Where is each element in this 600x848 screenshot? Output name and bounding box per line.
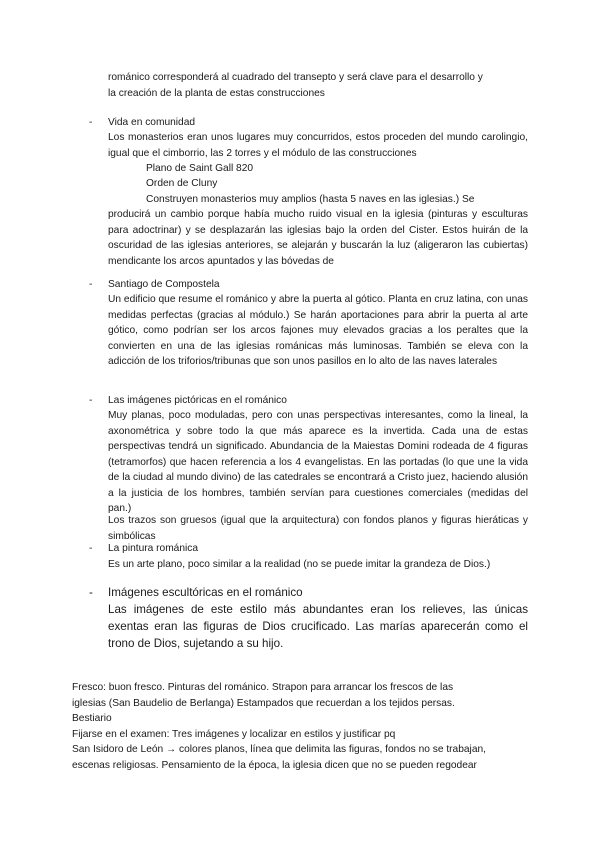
section-vida-paragraph: producirá un cambio porque había mucho ruido visual en la iglesia (pinturas y esculturas para adoctrinar) y se desplazarán las iglesias bajo la orden del Cister. Estos huirán de la oscuridad de las iglesias anteriores, se alejarán y buscarán la luz (aligeraron las cubiertas) mendicante los arcos apuntados y las bóvedas de [108,209,528,267]
notes-line: Fijarse en el examen: Tres imágenes y localizar en estilos y justificar pq [72,728,396,740]
section-vida-paragraph: Construyen monasterios muy amplios (hasta 5 naves en las iglesias.) Se [146,194,475,205]
section-imagenes-paragraph: Muy planas, poco moduladas, pero con unas perspectivas interesantes, como la lineal, la axonométrica y sobre todo la que más aparece es la invertida. Cada una de estas perspectivas tendrá un significado. Abundancia de la Maiestas Domini rodeada de 4 figuras (tetramorfos) que hacen referencia a los 4 evangelistas. En las portadas (lo que une la vida de la ciudad al mundo divino) de las catedrales se encontrará a Cristo juez, haciendo alusión a la justicia de los hombres, también servían para cuestiones comerciales (medidas del pan.) [108,410,528,514]
bullet-marker: - [89,543,93,554]
section-vida-heading: Vida en comunidad [108,117,196,128]
bullet-marker: - [89,117,93,128]
intro-line: la creación de la planta de estas construcciones [108,87,325,99]
bullet-marker: - [89,586,93,599]
notes-block [72,680,542,773]
notes-line: Bestiario [72,713,112,724]
section-escultoricas-paragraph: Las imágenes de este estilo más abundantes eran los relieves, las únicas exentas eran las figuras de Dios crucificado. Las marías aparecerán como el trono de Dios, sujetando a su hijo. [108,603,528,650]
bullet-marker: - [89,279,93,290]
notes-line: San Isidoro de León → colores planos, línea que delimita las figuras, fondos no se trabajan, [72,744,486,755]
section-vida-subitem: Plano de Saint Gall 820 [146,163,254,174]
section-imagenes-heading: Las imágenes pictóricas en el románico [108,395,287,406]
section-imagenes-paragraph: Los trazos son gruesos (igual que la arquitectura) con fondos planos y figuras hieráticas y simbólicas [108,515,528,542]
notes-line: escenas religiosas. Pensamiento de la época, la iglesia dicen que no se pueden regodear [72,759,477,771]
bullet-marker: - [89,395,93,406]
section-santiago-heading: Santiago de Compostela [108,279,220,290]
section-santiago-paragraph: Un edificio que resume el románico y abre la puerta al gótico. Planta en cruz latina, con unas medidas perfectas (gracias al módulo.) Se harán aportaciones para abrir la puerta al arte gótico, como podrían ser los arcos fajones muy elevados gracias a los peraltes que la convierten en una de las iglesias románicas más luminosas. También se eleva con la adicción de los triforios/tribunas que son unos pasillos en lo alto de las naves laterales [108,294,528,367]
section-vida-paragraph: Los monasterios eran unos lugares muy concurridos, estos proceden del mundo carolingio, igual que el cimborrio, las 2 torres y el módulo de las construcciones [108,132,528,159]
section-pintura-heading: La pintura románica [108,543,199,554]
intro-paragraph [108,70,528,101]
intro-line: románico corresponderá al cuadrado del transepto y será clave para el desarrollo y [108,72,483,83]
notes-line: Fresco: buon fresco. Pinturas del románico. Strapon para arrancar los frescos de las [72,682,454,693]
section-vida-subitem: Orden de Cluny [146,178,218,189]
section-pintura-paragraph: Es un arte plano, poco similar a la realidad (no se puede imitar la grandeza de Dios.) [108,559,491,570]
section-escultoricas-heading: Imágenes escultóricas en el románico [108,586,303,599]
notes-line: iglesias (San Baudelio de Berlanga) Estampados que recuerdan a los tejidos persas. [72,697,455,709]
